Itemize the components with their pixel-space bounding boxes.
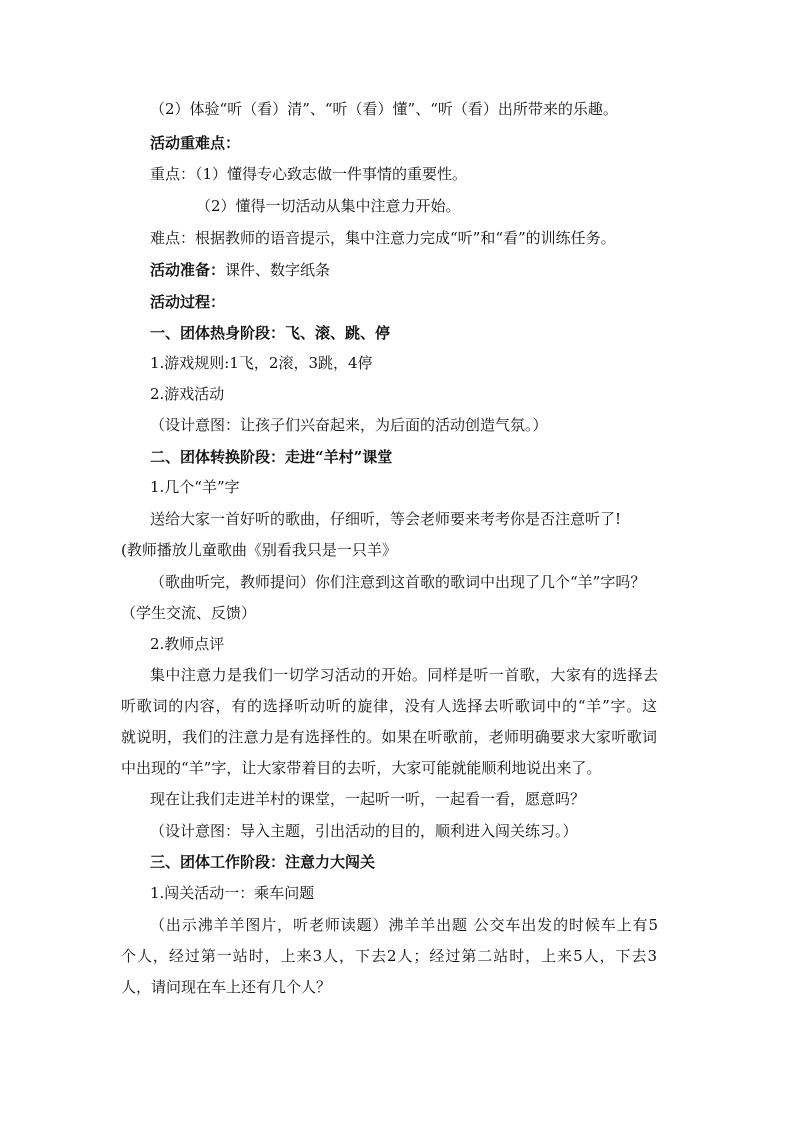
paragraph-question: （歌曲听完，教师提问）你们注意到这首歌的歌词中出现了几个“羊”字吗？ [150,573,646,591]
comment-para-line-4: 中出现的“羊”字，让大家带着目的去听，大家可能就能顺利地说出来了。 [121,759,602,777]
bus-problem-line-3: 人，请问现在车上还有几个人？ [121,978,332,996]
paragraph-invite: 现在让我们走进羊村的课堂，一起听一听，一起看一看，愿意吗？ [150,790,586,808]
student-feedback: （学生交流、反馈） [121,604,257,622]
design-intent-2: （设计意图：导入主题，引出活动的目的，顺利进入闯关练习。） [150,822,578,840]
game-rules: 1.游戏规则:1飞，2滚，3跳，4停 [150,354,373,372]
preparation-line [150,260,330,280]
heading-process: 活动过程： [150,293,226,311]
game-activity: 2.游戏活动 [150,385,225,403]
goal-item-2: （2）体验“听（看）清”、“听（看）懂”、“听（看）出所带来的乐趣。 [150,100,618,118]
teacher-comment-title: 2.教师点评 [150,635,225,653]
challenge-1-title: 1.闯关活动一：乘车问题 [150,884,315,902]
bus-problem-line-2: 个人，经过第一站时，上来3人，下去2人；经过第二站时，上来5人，下去3 [121,947,657,965]
key-point-1: 重点：（1）懂得专心致志做一件事情的重要性。 [150,165,468,183]
design-intent-1: （设计意图：让孩子们兴奋起来，为后面的活动创造气氛。） [150,416,548,434]
key-point-2: （2）懂得一切活动从集中注意力开始。 [196,197,461,215]
section-2-heading: 二、团体转换阶段：走进“羊村”课堂 [150,448,393,466]
comment-para-line-1: 集中注意力是我们一切学习活动的开始。同样是听一首歌，大家有的选择去 [150,666,658,684]
bus-problem-line-1: （出示沸羊羊图片，听老师读题）沸羊羊出题 公交车出发的时候车上有5 [150,916,658,934]
paragraph-song-intro: 送给大家一首好听的歌曲，仔细听，等会老师要来考考你是否注意听了! [150,510,622,528]
section-3-heading: 三、团体工作阶段：注意力大闯关 [150,853,376,871]
preparation-materials: 课件、数字纸条 [225,261,331,279]
sheep-count-title: 1.几个“羊”字 [150,478,240,496]
comment-para-line-2: 听歌词的内容，有的选择听动听的旋律，没有人选择去听歌词中的“羊”字。这 [121,697,657,715]
section-1-heading: 一、团体热身阶段：飞、滚、跳、停 [150,324,391,342]
heading-key-points: 活动重难点： [150,134,241,152]
comment-para-line-3: 就说明，我们的注意力是有选择性的。如果在听歌前，老师明确要求大家听歌词 [121,728,657,746]
paragraph-song-play: (教师播放儿童歌曲《别看我只是一只羊》 [121,541,397,559]
heading-preparation: 活动准备： [150,261,226,279]
difficult-point: 难点：根据教师的语音提示，集中注意力完成“听”和“看”的训练任务。 [150,229,616,247]
